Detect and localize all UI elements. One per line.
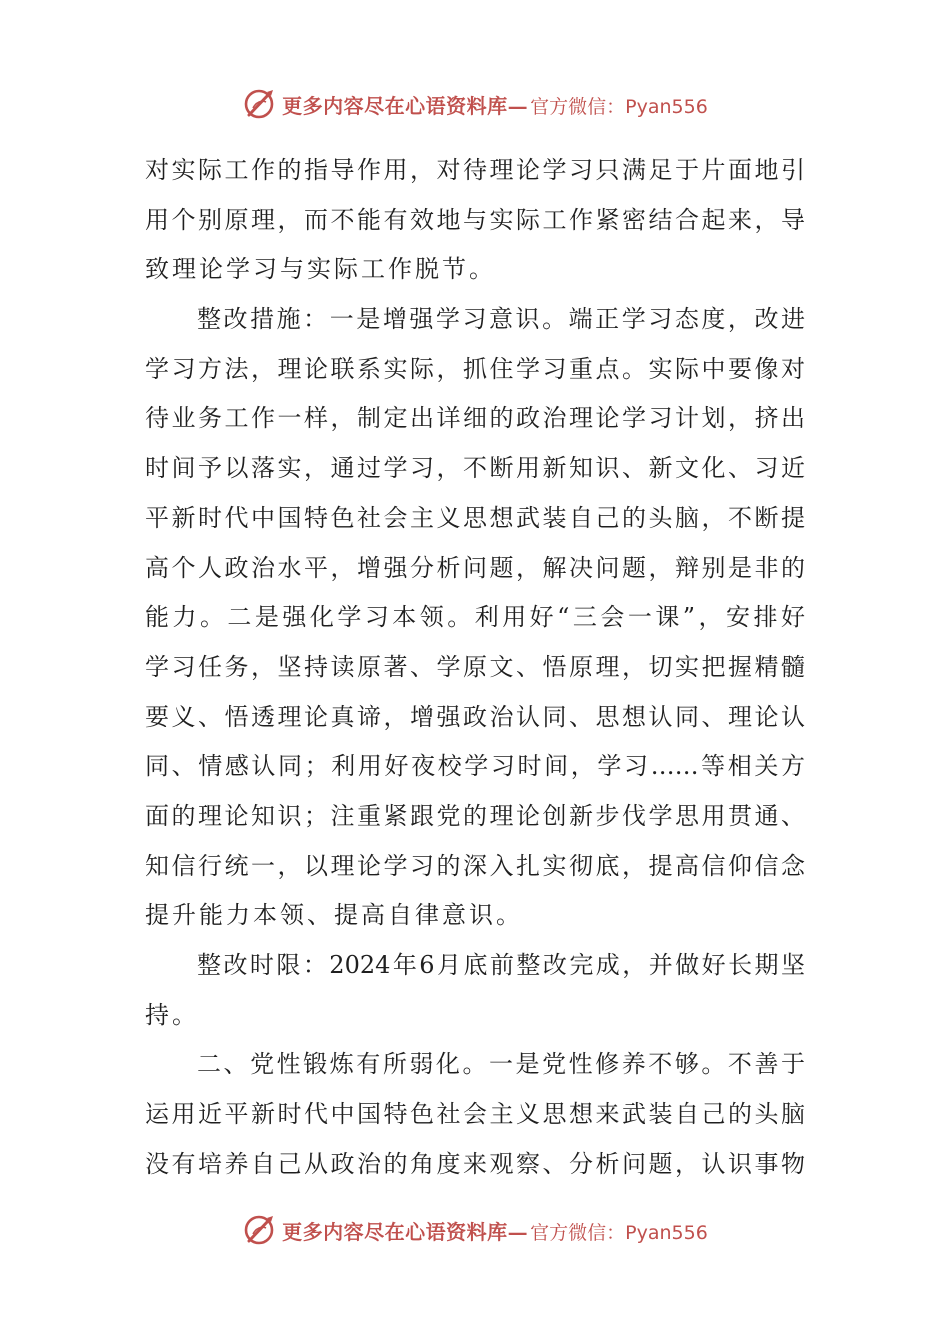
text-line: 学习方法，理论联系实际，抓住学习重点。实际中要像对 [145,354,805,383]
text-line: 二、党性锻炼有所弱化。一是党性修养不够。不善于 [197,1050,805,1079]
pen-logo-icon [242,1212,278,1248]
text-line: 要义、悟透理论真谛，增强政治认同、思想认同、理论认 [145,702,805,731]
text-line: 提升能力本领、提高自律意识。 [145,901,523,930]
footer-watermark [0,1210,950,1250]
text-line: 学习任务，坚持读原著、学原文、悟原理，切实把握精髓 [145,652,805,681]
text-line: 高个人政治水平，增强分析问题，解决问题，辩别是非的 [145,553,805,582]
text-line: 时间予以落实，通过学习，不断用新知识、新文化、习近 [145,454,805,483]
text-line: 知信行统一，以理论学习的深入扎实彻底，提高信仰信念 [145,851,805,880]
text-line: 整改措施：一是增强学习意识。端正学习态度，改进 [197,305,805,334]
watermark-contact-text: 官方微信：Pyan556 [530,1221,708,1244]
text-line: 能力。二是强化学习本领。利用好“三会一课”，安排好 [145,603,805,632]
watermark-main-text: 更多内容尽在心语资料库— [282,1219,529,1244]
text-line: 致理论学习与实际工作脱节。 [145,255,496,284]
text-line: 用个别原理，而不能有效地与实际工作紧密结合起来，导 [145,205,805,234]
document-body [145,146,805,1189]
text-line: 运用近平新时代中国特色社会主义思想来武装自己的头脑 [145,1100,805,1129]
text-line: 面的理论知识；注重紧跟党的理论创新步伐学思用贯通、 [145,801,805,830]
text-line: 没有培养自己从政治的角度来观察、分析问题，认识事物 [145,1149,805,1178]
text-line: 持。 [145,1000,199,1029]
pen-logo-icon [242,86,278,122]
watermark-contact-text: 官方微信：Pyan556 [530,95,708,118]
text-line: 待业务工作一样，制定出详细的政治理论学习计划，挤出 [145,404,805,433]
text-line: 对实际工作的指导作用，对待理论学习只满足于片面地引 [145,156,805,184]
text-line: 整改时限：2024年6月底前整改完成，并做好长期坚 [197,951,805,979]
header-watermark [0,84,950,124]
text-line: 平新时代中国特色社会主义思想武装自己的头脑，不断提 [145,503,805,532]
text-line: 同、情感认同；利用好夜校学习时间，学习……等相关方 [145,752,805,781]
watermark-main-text: 更多内容尽在心语资料库— [282,93,529,118]
